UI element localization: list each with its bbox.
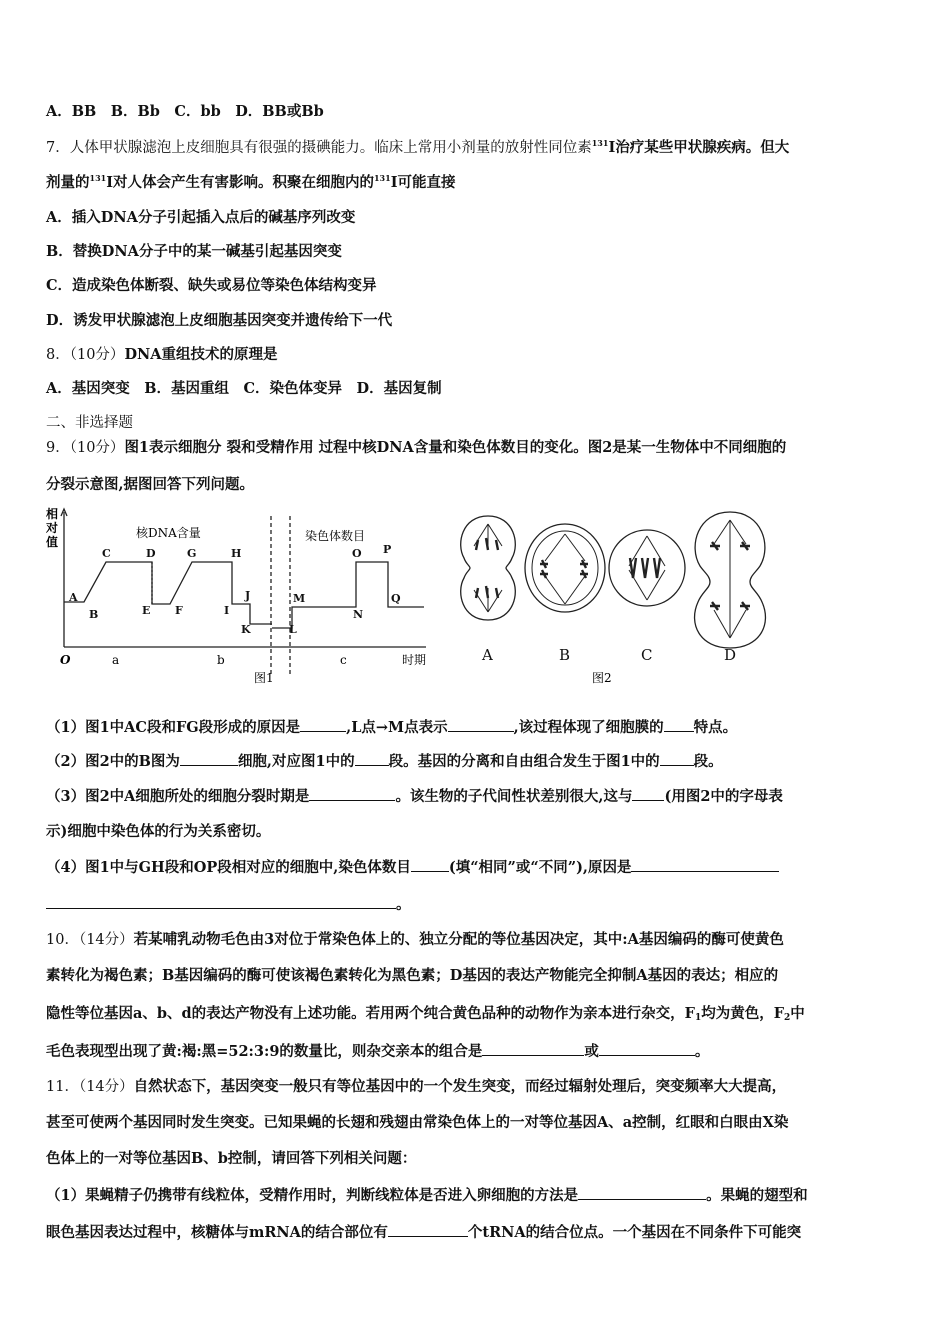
text: 细胞,对应图1中的 (237, 753, 355, 770)
fig2-cell-label: C (641, 646, 653, 664)
isotope-mass: 131 (89, 173, 107, 183)
fig1-point: K (241, 623, 251, 636)
fig1-point: I (224, 604, 230, 617)
q8-stem (46, 345, 278, 365)
text: （1）果蝇精子仍携带有线粒体，受精作用时，判断线粒体是否进入卵细胞的方法是 (46, 1187, 579, 1204)
fig2-caption: 图2 (592, 671, 612, 685)
q7-stem-part: I对人体会产生有害影响。积聚在细胞内的 (106, 174, 374, 191)
text: 个tRNA的结合位点。一个基因在不同条件下可能突 (467, 1224, 802, 1241)
q6-options: A．BB B．Bb C．bb D．BB或Bb (46, 103, 324, 120)
q9-stem-line2: 分裂示意图,据图回答下列问题。 (46, 476, 255, 493)
q9-stem-line1 (46, 438, 786, 458)
text: 特点。 (693, 719, 738, 736)
q11-line1 (46, 1077, 786, 1097)
isotope-mass: 131 (373, 173, 391, 183)
q9-subquestion-3 (46, 786, 783, 807)
figure-1-graph (44, 504, 444, 692)
text: 或 (584, 1043, 599, 1060)
fig1-point: G (187, 547, 197, 560)
section-heading: 二、非选择题 (46, 415, 133, 431)
text: 。该生物的子代间性状差别很大,这与 (395, 788, 633, 805)
answer-blank[interactable] (300, 717, 346, 732)
text: 毛色表现型出现了黄:褐:黑=52:3:9的数量比，则杂交亲本的组合是 (46, 1043, 483, 1060)
answer-blank[interactable] (482, 1041, 584, 1056)
text: 均为黄色，F (701, 1005, 785, 1022)
text: 中 (790, 1005, 805, 1022)
fig1-point: P (383, 543, 392, 556)
q8-number: 8．（10分） (46, 347, 125, 363)
cell-b-membrane (525, 524, 605, 612)
fig2-cell-label: B (559, 646, 571, 664)
fig1-caption: 图1 (254, 671, 274, 685)
fig1-segment-c: c (340, 653, 347, 667)
fig2-cell-label: D (724, 646, 737, 664)
answer-blank[interactable] (411, 857, 449, 872)
q7-stem-line2 (46, 173, 455, 193)
q11-number: 11．（14分） (46, 1079, 134, 1095)
q7-stem-part: I治疗某些甲状腺疾病。但大 (608, 139, 790, 156)
fig1-origin: O (60, 653, 71, 667)
q9-subquestion-3-cont: 示)细胞中染色体的行为关系密切。 (46, 823, 271, 840)
answer-blank[interactable] (578, 1185, 706, 1200)
fig1-point: D (146, 547, 156, 560)
text: 自然状态下，基因突变一般只有等位基因中的一个发生突变，而经过辐射处理后，突变频率大大提高， (133, 1078, 787, 1095)
q7-stem-part: 剂量的 (46, 174, 90, 191)
answer-blank[interactable] (355, 751, 389, 766)
subscript: 1 (694, 1013, 702, 1023)
text: （1）图1中AC段和FG段形成的原因是 (46, 719, 301, 736)
q9-number: 9．（10分） (46, 440, 125, 456)
text: ,该过程体现了细胞膜的 (513, 719, 664, 736)
q10-number: 10．（14分） (46, 932, 134, 948)
fig1-point: M (293, 592, 306, 605)
text: （4）图1中与GH段和OP段相对应的细胞中,染色体数目 (46, 859, 411, 876)
answer-blank[interactable] (631, 857, 779, 872)
q11-line3: 色体上的一对等位基因B、b控制，请回答下列相关问题： (46, 1150, 417, 1167)
text: 。 (694, 1043, 710, 1060)
fig1-point: L (289, 623, 297, 636)
fig1-point: B (89, 608, 99, 621)
text: 若某哺乳动物毛色由3对位于常染色体上的、独立分配的等位基因决定，其中:A基因编码的酶可使黄色 (133, 931, 784, 948)
q9-subquestion-2 (46, 751, 723, 772)
fig1-segment-b: b (217, 653, 225, 667)
q11-line2: 甚至可使两个基因同时发生突变。已知果蝇的长翅和残翅由常染色体上的一对等位基因A、a控制，红眼和白眼由X染 (46, 1114, 789, 1131)
q7-stem-part: 7．人体甲状腺滤泡上皮细胞具有很强的摄碘能力。临床上常用小剂量的放射性同位素 (46, 140, 592, 156)
q7-option-b: B．替换DNA分子中的某一碱基引起基因突变 (46, 243, 342, 260)
q7-stem-part: I可能直接 (390, 174, 456, 191)
answer-blank[interactable] (448, 717, 514, 732)
answer-blank[interactable] (632, 786, 664, 801)
fig1-chrom-label: 染色体数目 (305, 529, 366, 543)
q8-options: A．基因突变 B．基因重组 C．染色体变异 D．基因复制 (46, 380, 442, 397)
fig1-point: H (231, 547, 242, 560)
answer-blank[interactable] (309, 786, 395, 801)
q10-line1 (46, 930, 784, 950)
fig1-dna-label: 核DNA含量 (136, 526, 201, 540)
text: (填“相同”或“不同”),原因是 (448, 859, 632, 876)
answer-blank[interactable] (388, 1222, 468, 1237)
q9-subquestion-4 (46, 857, 779, 878)
fig1-point: O (352, 547, 362, 560)
fig1-point: A (69, 591, 78, 604)
fig1-point: C (102, 547, 111, 560)
text: 段。 (693, 753, 723, 770)
q10-line2: 素转化为褐色素；B基因编码的酶可使该褐色素转化为黑色素；D基因的表达产物能完全抑制A基因的表达；相应的 (46, 967, 779, 984)
text: 。果蝇的翅型和 (706, 1187, 808, 1204)
fig2-cell-label: A (482, 646, 493, 664)
text: ,L点→M点表示 (346, 719, 448, 736)
answer-blank[interactable] (46, 894, 396, 909)
q9-stem-text: 图1表示细胞分 裂和受精作用 过程中核DNA含量和染色体数目的变化。图2是某一生物体中不同细胞的 (124, 439, 787, 456)
q7-option-d: D．诱发甲状腺滤泡上皮细胞基因突变并遗传给下一代 (46, 312, 393, 329)
q8-stem-text: DNA重组技术的原理是 (124, 346, 278, 363)
text: （2）图2中的B图为 (46, 753, 180, 770)
q10-line4 (46, 1041, 709, 1062)
text: (用图2中的字母表 (664, 788, 783, 805)
fig1-point: N (353, 608, 364, 621)
fig1-point: E (142, 604, 151, 617)
q9-subquestion-1 (46, 717, 737, 738)
answer-blank[interactable] (180, 751, 238, 766)
q7-option-a: A．插入DNA分子引起插入点后的碱基序列改变 (46, 209, 356, 226)
figure-2-cells (452, 506, 782, 690)
fig1-point: Q (391, 592, 401, 605)
fig1-ylabel: 相 (46, 507, 59, 521)
isotope-mass: 131 (591, 138, 609, 148)
fig1-point: F (175, 604, 183, 617)
fig1-point: J (245, 589, 251, 602)
q11-line5 (46, 1222, 801, 1243)
text: （3）图2中A细胞所处的细胞分裂时期是 (46, 788, 310, 805)
text: 段。基因的分离和自由组合发生于图1中的 (388, 753, 660, 770)
fig1-ylabel: 对 (46, 521, 59, 535)
fig1-segment-a: a (112, 653, 120, 667)
q11-line4 (46, 1185, 808, 1206)
fig1-xlabel: 时期 (402, 653, 427, 667)
text: 。 (396, 896, 411, 913)
answer-blank[interactable] (660, 751, 694, 766)
text: 眼色基因表达过程中，核糖体与mRNA的结合部位有 (46, 1224, 388, 1241)
text: 隐性等位基因a、b、d的表达产物没有上述功能。若用两个纯合黄色品种的动物作为亲本进行杂交，F (46, 1005, 695, 1022)
subscript: 2 (784, 1013, 791, 1023)
answer-blank[interactable] (599, 1041, 695, 1056)
q9-subquestion-4-cont (46, 894, 411, 915)
answer-blank[interactable] (664, 717, 694, 732)
q7-option-c: C．造成染色体断裂、缺失或易位等染色体结构变异 (46, 277, 377, 294)
fig1-ylabel: 值 (46, 535, 59, 549)
q10-line3 (46, 1004, 805, 1024)
q7-stem-line1 (46, 138, 789, 158)
